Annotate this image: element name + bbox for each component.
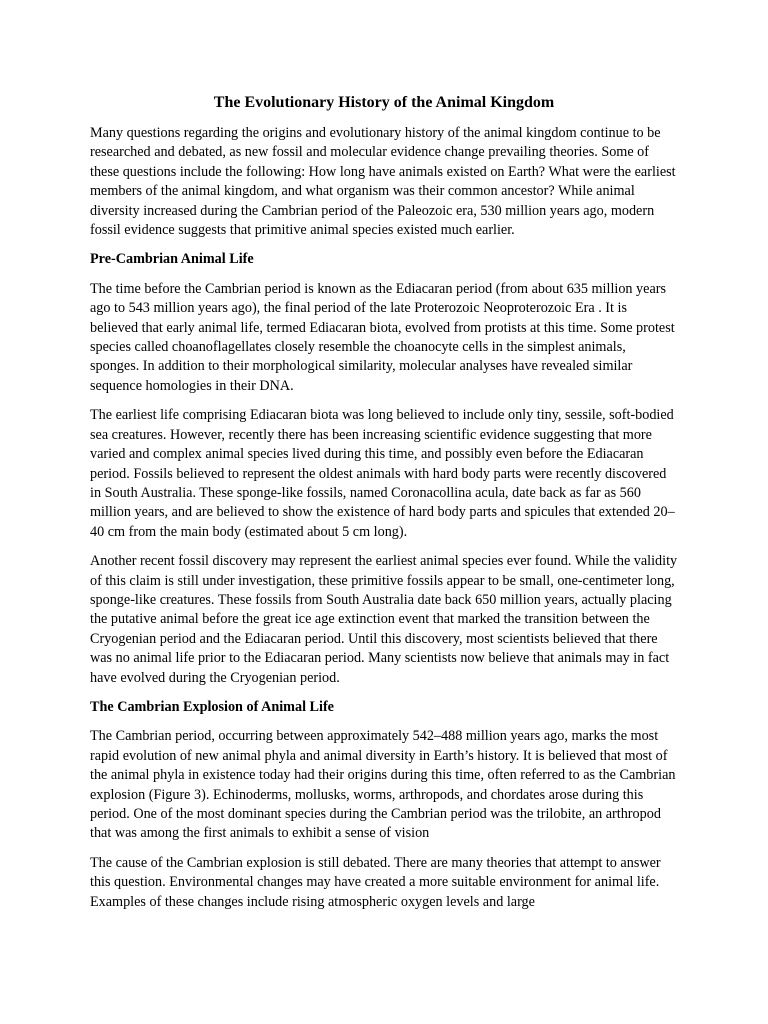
paragraph: The cause of the Cambrian explosion is still debated. There are many theories that attempt to answer this question. Environmental changes may have created a more suitable environment for animal life. Examples of these changes include rising atmospheric oxygen levels and large xyxy=(90,854,661,910)
paragraph: The time before the Cambrian period is known as the Ediacaran period (from about 635 million years ago to 543 million years ago), the final period of the late Proterozoic Neoproterozoic Era . It is believed that early animal life, termed Ediacaran biota, evolved from protists at this time. Some protest species called choanoflagellates closely resemble the choanocyte cells in the simplest animals, sponges. In addition to their morphological similarity, molecular analyses have revealed similar sequence homologies in their DNA. xyxy=(90,280,675,394)
paragraph: Another recent fossil discovery may represent the earliest animal species ever found. While the validity of this claim is still under investigation, these primitive fossils appear to be small, one-centimeter long, sponge-like creatures. These fossils from South Australia date back 650 million years, actually placing the putative animal before the great ice age extinction event that marked the transition between the Cryogenian period and the Ediacaran period. Until this discovery, most scientists believed that there was no animal life prior to the Ediacaran period. Many scientists now believe that animals may in fact have evolved during the Cryogenian period. xyxy=(90,553,678,686)
paragraph: The Cambrian period, occurring between approximately 542–488 million years ago, marks the most rapid evolution of new animal phyla and animal diversity in Earth’s history. It is believed that most of the animal phyla in existence today had their origins during this time, often referred to as the Cambrian explosion (Figure 3). Echinoderms, mollusks, worms, arthropods, and chordates arose during this period. One of the most dominant species during the Cambrian period was the trilobite, an arthropod that was among the first animals to exhibit a sense of vision xyxy=(90,728,676,842)
section-heading-pre-cambrian: Pre-Cambrian Animal Life xyxy=(90,251,254,268)
section-heading-cambrian-explosion: The Cambrian Explosion of Animal Life xyxy=(90,698,334,715)
paragraph: The earliest life comprising Ediacaran biota was long believed to include only tiny, sessile, soft-bodied sea creatures. However, recently there has been increasing scientific evidence suggesting that more varied and complex animal species lived during this time, and possibly even before the Ediacaran period. Fossils believed to represent the oldest animals with hard body parts were recently discovered in South Australia. These sponge-like fossils, named Coronacollina acula, date back as far as 560 million years, and are believed to show the existence of hard body parts and spicules that extended 20–40 cm from the main body (estimated about 5 cm long). xyxy=(90,407,675,540)
document-title: The Evolutionary History of the Animal Kingdom xyxy=(213,94,555,111)
intro-paragraph: Many questions regarding the origins and evolutionary history of the animal kingdom continue to be researched and debated, as new fossil and molecular evidence change prevailing theories. Some of these questions include the following: How long have animals existed on Earth? What were the earliest members of the animal kingdom, and what organism was their common ancestor? While animal diversity increased during the Cambrian period of the Paleozoic era, 530 million years ago, modern fossil evidence suggests that primitive animal species existed much earlier. xyxy=(90,125,676,239)
document-page xyxy=(90,92,678,922)
